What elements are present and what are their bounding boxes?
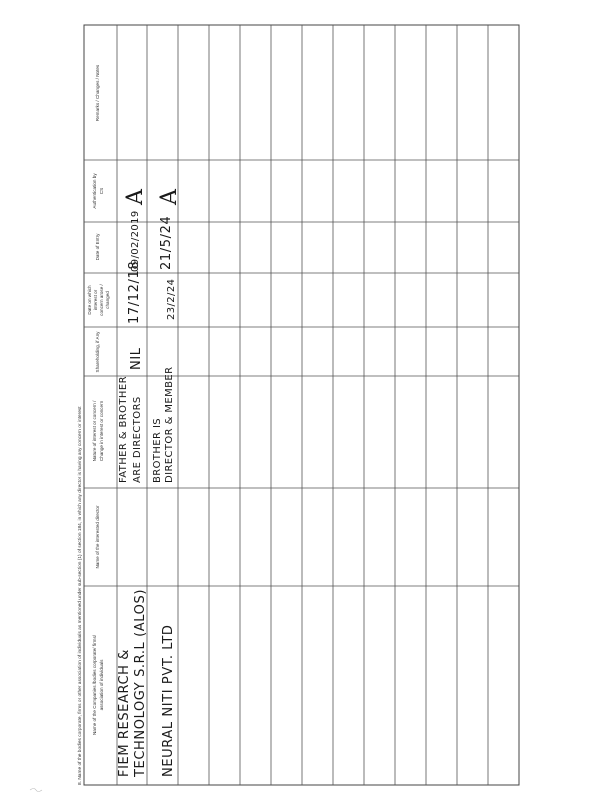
- row1-company-line1: FIEM RESEARCH &: [117, 649, 132, 777]
- row1-shareholding: NIL: [129, 347, 144, 370]
- col-header-company-2: association of individuals: [99, 659, 104, 711]
- col-header-date-arose-3: concern arose /: [99, 284, 104, 316]
- col-header-date-arose-1: Date on which: [87, 285, 92, 315]
- row1-nature-line2: ARE DIRECTORS: [132, 396, 143, 483]
- row2-company-line1: NEURAL NITI PVT. LTD: [161, 624, 176, 777]
- row2-date-entry: 21/5/24: [159, 215, 174, 270]
- row1-date-entry: 09/02/2019: [130, 210, 141, 272]
- row2-cs-signature: A: [157, 189, 182, 205]
- col-header-company-1: Name of the Companies /bodies corporate/ firms/: [92, 634, 97, 736]
- row2-date-arose: 23/2/24: [166, 278, 177, 320]
- rotated-register: [77, 64, 182, 785]
- row2-nature-line2: DIRECTOR & MEMBER: [164, 366, 175, 483]
- table-row: [152, 188, 182, 777]
- col-header-date-arose-2: interest or: [93, 289, 98, 311]
- col-header-shareholding: Shareholding, if Any: [95, 331, 100, 373]
- section-caption: 8. Name of the bodies corporate, firms or other association of individuals as mentioned under sub-section (1) of section 184, in which any director is having any concern or interest: [78, 406, 83, 785]
- col-header-date-arose-4: changed: [105, 291, 110, 309]
- table-row: [117, 188, 148, 778]
- header-row: [87, 64, 110, 735]
- register-table-grid: [84, 25, 519, 785]
- row1-cs-signature: A: [123, 189, 148, 205]
- col-header-nature-2: Change in interest or concern: [99, 400, 104, 462]
- col-header-remarks: Remarks / Changes / Notes: [95, 64, 100, 122]
- col-header-date-entry: Date of Entry: [95, 233, 100, 261]
- row1-date-arose: 17/12/18: [127, 260, 142, 324]
- col-header-authentication-1: Authentication by: [92, 173, 97, 209]
- col-header-authentication-2: CS: [99, 187, 104, 195]
- col-header-director: Name of the interested director: [95, 505, 100, 569]
- scan-artifact: [30, 789, 42, 792]
- col-header-nature-1: Nature of interest or concern /: [92, 400, 97, 462]
- row2-nature-line1: BROTHER IS: [152, 417, 163, 483]
- row1-nature-line1: FATHER & BROTHER: [118, 376, 129, 483]
- row1-company-line2: TECHNOLOGY S.R.L (ALOS): [133, 588, 148, 777]
